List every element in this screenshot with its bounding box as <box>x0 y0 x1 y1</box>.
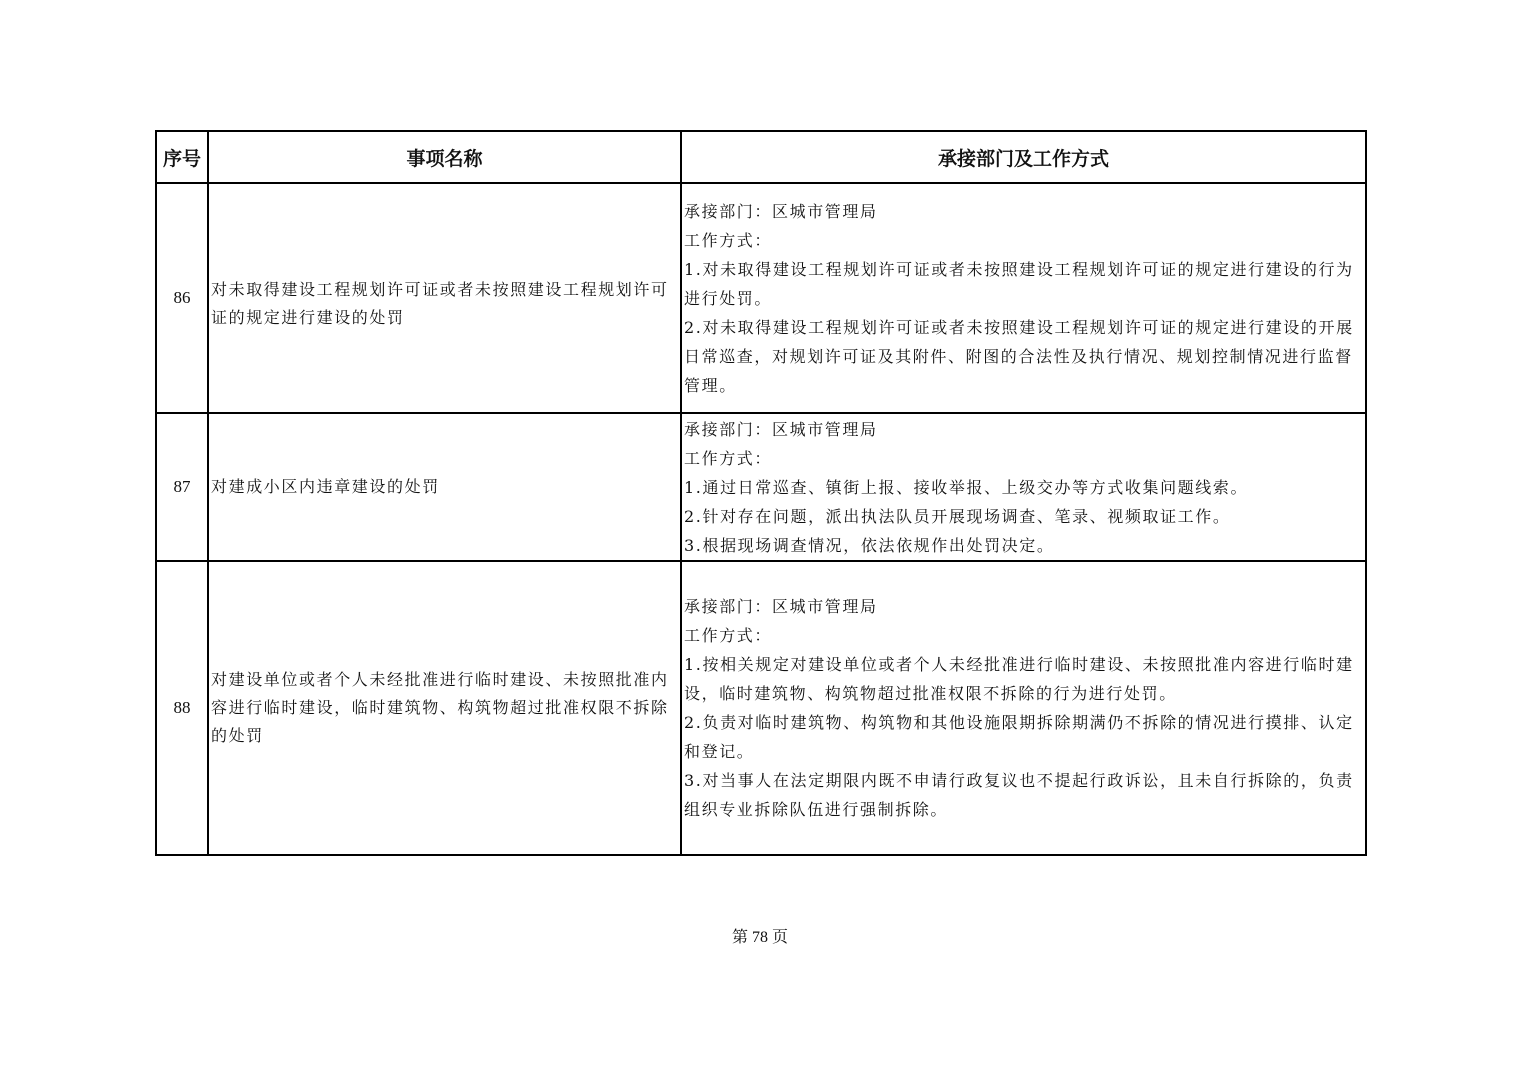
dept-line: 工作方式： <box>684 230 773 250</box>
header-dept: 承接部门及工作方式 <box>681 131 1366 183</box>
row-seq: 86 <box>156 183 208 413</box>
row-dept <box>681 183 1366 413</box>
dept-line: 工作方式： <box>684 448 773 468</box>
dept-line: 3.对当事人在法定期限内既不申请行政复议也不提起行政诉讼，且未自行拆除的，负责组织专业拆除队伍进行强制拆除。 <box>684 771 1354 819</box>
dept-line: 3.根据现场调查情况，依法依规作出处罚决定。 <box>684 535 1055 555</box>
dept-line: 承接部门：区城市管理局 <box>684 201 878 221</box>
dept-line: 工作方式： <box>684 626 773 645</box>
row-name: 对未取得建设工程规划许可证或者未按照建设工程规划许可证的规定进行建设的处罚 <box>208 183 681 413</box>
table-header-row <box>156 131 1366 183</box>
dept-line: 2.对未取得建设工程规划许可证或者未按照建设工程规划许可证的规定进行建设的开展日常巡查，对规划许可证及其附件、附图的合法性及执行情况、规划控制情况进行监督管理。 <box>684 317 1354 395</box>
dept-line: 2.负责对临时建筑物、构筑物和其他设施限期拆除期满仍不拆除的情况进行摸排、认定和登记。 <box>684 713 1354 761</box>
dept-line: 1.按相关规定对建设单位或者个人未经批准进行临时建设、未按照批准内容进行临时建设，临时建筑物、构筑物超过批准权限不拆除的行为进行处罚。 <box>684 655 1354 703</box>
header-name: 事项名称 <box>208 131 681 183</box>
row-name: 对建设单位或者个人未经批准进行临时建设、未按照批准内容进行临时建设，临时建筑物、构筑物超过批准权限不拆除的处罚 <box>208 561 681 855</box>
dept-line: 承接部门：区城市管理局 <box>684 597 878 616</box>
row-dept <box>681 413 1366 561</box>
page-number: 第 78 页 <box>731 929 788 946</box>
row-seq: 88 <box>156 561 208 855</box>
table-row <box>156 183 1366 413</box>
dept-line: 承接部门：区城市管理局 <box>684 419 878 439</box>
matters-table <box>155 130 1367 856</box>
row-name: 对建成小区内违章建设的处罚 <box>208 413 681 561</box>
dept-line: 2.针对存在问题，派出执法队员开展现场调查、笔录、视频取证工作。 <box>684 506 1231 526</box>
row-dept <box>681 561 1366 855</box>
table-row <box>156 561 1366 855</box>
header-seq: 序号 <box>156 131 208 183</box>
dept-line: 1.通过日常巡查、镇街上报、接收举报、上级交办等方式收集问题线索。 <box>684 477 1249 497</box>
dept-line: 1.对未取得建设工程规划许可证或者未按照建设工程规划许可证的规定进行建设的行为进行处罚。 <box>684 259 1354 308</box>
table-row <box>156 413 1366 561</box>
row-seq: 87 <box>156 413 208 561</box>
